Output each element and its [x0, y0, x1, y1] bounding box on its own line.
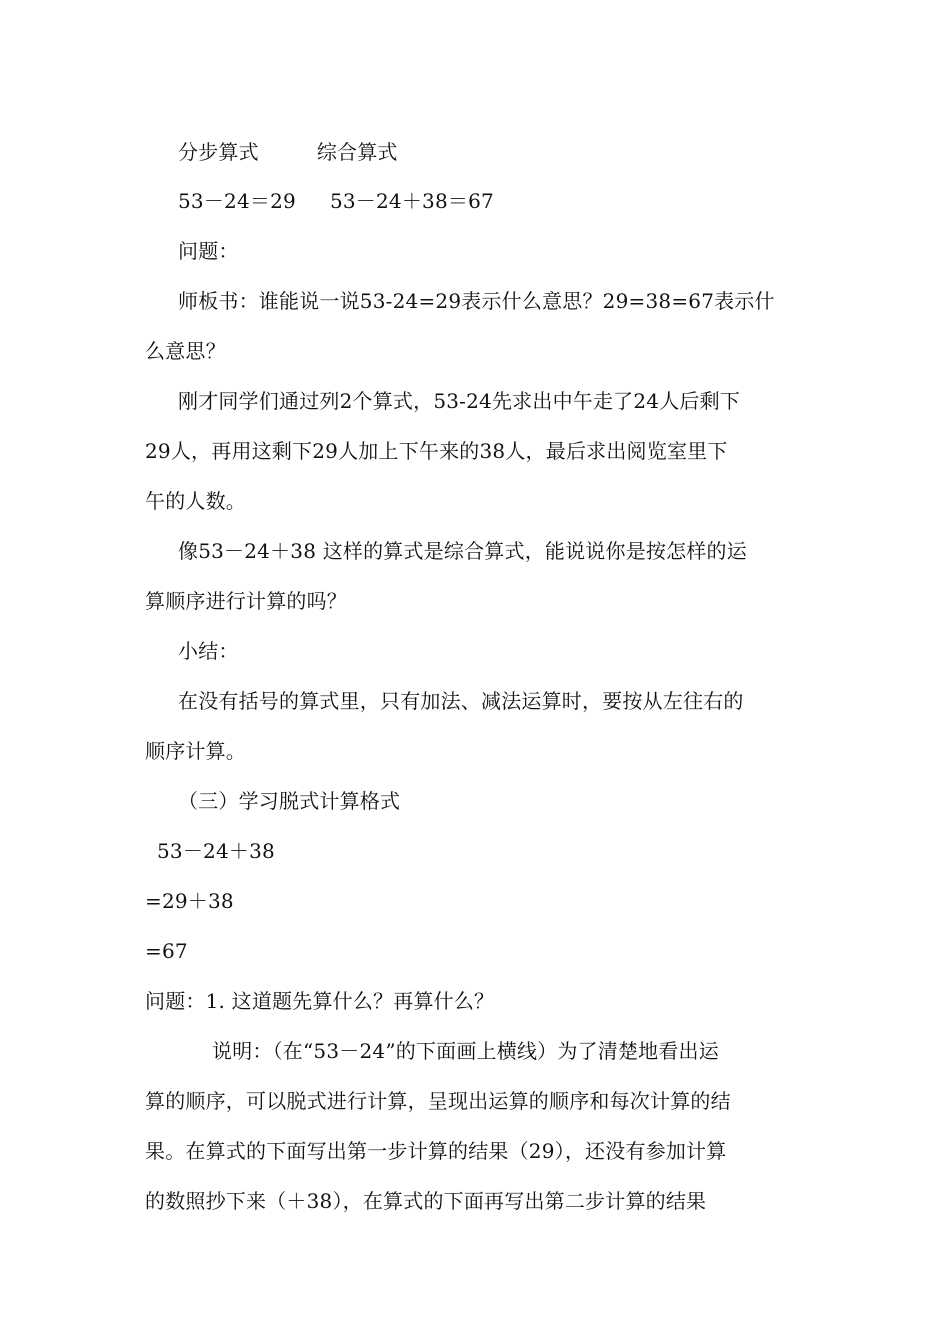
step-formula-label: 分步算式 — [178, 140, 259, 164]
paragraph-line: 在没有括号的算式里，只有加法、减法运算时，要按从左往右的 — [178, 689, 744, 713]
paragraph-line: 刚才同学们通过列2个算式，53-24先求出中午走了24人后剩下 — [178, 389, 741, 413]
question-line: 问题：1. 这道题先算什么？再算什么？ — [145, 989, 495, 1013]
heading-row — [178, 138, 848, 166]
paragraph-line: 午的人数。 — [145, 489, 246, 513]
paragraph-line: 说明：（在“53－24”的下面画上横线）为了清楚地看出运 — [212, 1039, 719, 1063]
formula-row — [178, 187, 848, 215]
paragraph-line: 的数照抄下来（＋38），在算式的下面再写出第二步计算的结果 — [145, 1189, 707, 1213]
step-calc-line: =67 — [145, 939, 188, 963]
question-label: 问题： — [178, 239, 239, 263]
section-heading: （三）学习脱式计算格式 — [178, 789, 401, 813]
combined-formula-label: 综合算式 — [316, 140, 398, 164]
paragraph-line: 像53－24＋38 这样的算式是综合算式，能说说你是按怎样的运 — [178, 539, 747, 563]
paragraph-line: 师板书：谁能说一说53-24=29表示什么意思？29=38=67表示什 — [178, 289, 775, 313]
paragraph-line: 算顺序进行计算的吗？ — [145, 589, 347, 613]
paragraph-line: 算的顺序，可以脱式进行计算，呈现出运算的顺序和每次计算的结 — [145, 1089, 731, 1113]
step-calc-line: =29＋38 — [145, 889, 234, 913]
paragraph-line: 顺序计算。 — [145, 739, 246, 763]
paragraph-line: 果。在算式的下面写出第一步计算的结果（29），还没有参加计算 — [145, 1139, 727, 1163]
paragraph-line: 29人，再用这剩下29人加上下午来的38人，最后求出阅览室里下 — [145, 439, 728, 463]
step-formula: 53－24＝29 — [178, 189, 296, 213]
summary-label: 小结： — [178, 639, 239, 663]
step-calc-line: 53－24＋38 — [157, 839, 275, 863]
paragraph-line: 么意思？ — [145, 339, 226, 363]
combined-formula: 53－24＋38＝67 — [329, 189, 494, 213]
